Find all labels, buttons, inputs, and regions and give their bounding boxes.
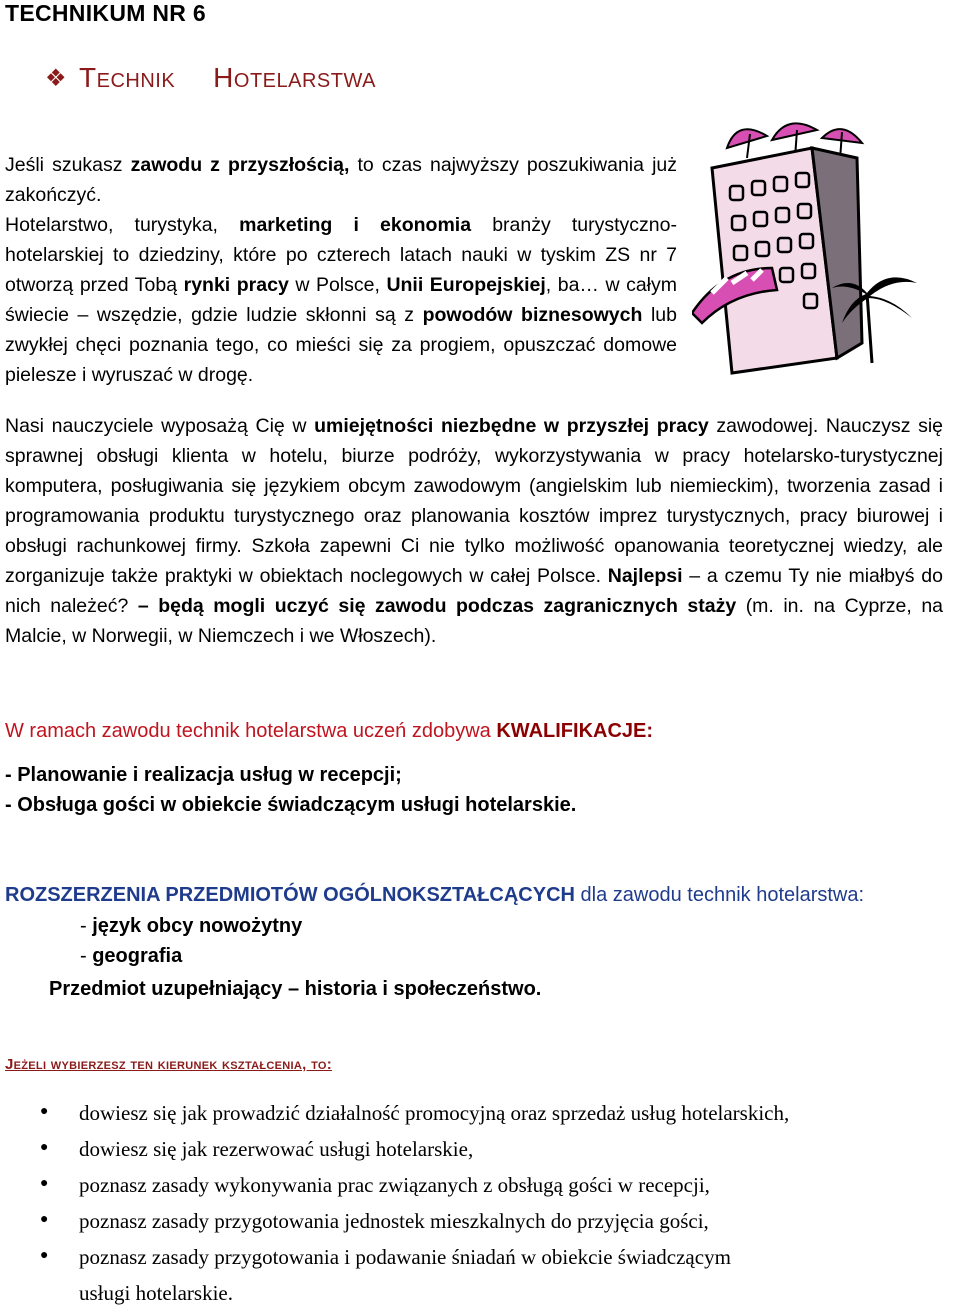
bullet-icon: ● <box>40 1176 49 1191</box>
main-paragraph: Nasi nauczyciele wyposażą Cię w umiejętności niezbędne w przyszłej pracy zawodowej. Nauczysz się sprawnej obsługi klienta w hotelu, biurze podróży, wykorzystywania w pracy hotelarsko-turystycznej komputera, posługiwania się językiem obcym zawodowym (angielskim lub niemieckim), tworzenia zasad i programowania produktu turystycznego oraz planowania kosztów imprez turystycznych, pracy biurowej i obsługi rachunkowej firmy. Szkoła zapewni Ci nie tylko możliwość opanowania teoretycznej wiedzy, ale zorganizuje także praktyki w obiektach noclegowych w całej Polsce. Najlepsi – a czemu Ty nie miałbyś do nich należeć? – będą mogli uczyć się zawodu podczas zagranicznych staży (m. in. na Cyprze, na Malcie, w Norwegii, w Niemczech i we Włoszech). <box>5 415 944 647</box>
extension-item-language: - język obcy nowożytny <box>80 915 303 937</box>
list-item: ● dowiesz się jak prowadzić działalność promocyjną oraz sprzedaż usług hotelarskich, <box>40 1098 940 1134</box>
list-item: ● poznasz zasady wykonywania prac związanych z obsługą gości w recepcji, <box>40 1170 940 1206</box>
bullet-icon: ● <box>40 1140 49 1155</box>
qualification-item: - Planowanie i realizacja usług w recepcji; <box>5 764 402 786</box>
list-item: ● poznasz zasady przygotowania jednostek mieszkalnych do przyjęcia gości, <box>40 1206 940 1242</box>
bullet-icon: ● <box>40 1248 49 1263</box>
school-name: TECHNIKUM NR 6 <box>5 0 206 26</box>
list-item: ● poznasz zasady przygotowania i podawanie śniadań w obiekcie świadczącym <box>40 1242 940 1278</box>
section-title <box>45 62 414 94</box>
supplementary-subject: Przedmiot uzupełniający – historia i społeczeństwo. <box>49 978 542 1000</box>
list-item: ● dowiesz się jak rezerwować usługi hotelarskie, <box>40 1134 940 1170</box>
section-title-word2: Hotelarstwa <box>213 62 376 93</box>
hotel-building-icon <box>692 118 942 378</box>
bullet-icon: ● <box>40 1212 49 1227</box>
intro-text: Jeśli szukasz zawodu z przyszłością, to czas najwyższy poszukiwania już zakończyć. Hotelarstwo, turystyka, marketing i ekonomia branży turystyczno-hotelarskiej to dziedziny, które po czterech latach nauki w tyskim ZS nr 7 otworzą przed Tobą rynki pracy w Polsce, Unii Europejskiej, ba… w całym świecie – wszędzie, gdzie ludzie skłonni są z powodów biznesowych lub zwykłej chęci poznania tego, co mieści się za progiem, opuszczać domowe pielesze i wyruszać w drogę. <box>5 154 677 386</box>
section-title-word1: Technik <box>79 62 176 93</box>
extensions-heading: ROZSZERZENIA PRZEDMIOTÓW OGÓLNOKSZTAŁCĄCYCH dla zawodu technik hotelarstwa: <box>5 884 865 906</box>
extension-item-geography: - geografia <box>80 945 183 967</box>
qualifications-heading: W ramach zawodu technik hotelarstwa uczeń zdobywa KWALIFIKACJE: <box>5 720 654 742</box>
list-item-continuation: usługi hotelarskie. <box>79 1281 233 1305</box>
bullet-icon: ● <box>40 1104 49 1119</box>
qualification-item: - Obsługa gości w obiekcie świadczącym usługi hotelarskie. <box>5 794 577 816</box>
benefits-list <box>40 1098 940 1308</box>
diamond-bullet-icon: ❖ <box>45 64 67 92</box>
benefits-heading: Jeżeli wybierzesz ten kierunek kształcenia, to: <box>5 1056 333 1073</box>
